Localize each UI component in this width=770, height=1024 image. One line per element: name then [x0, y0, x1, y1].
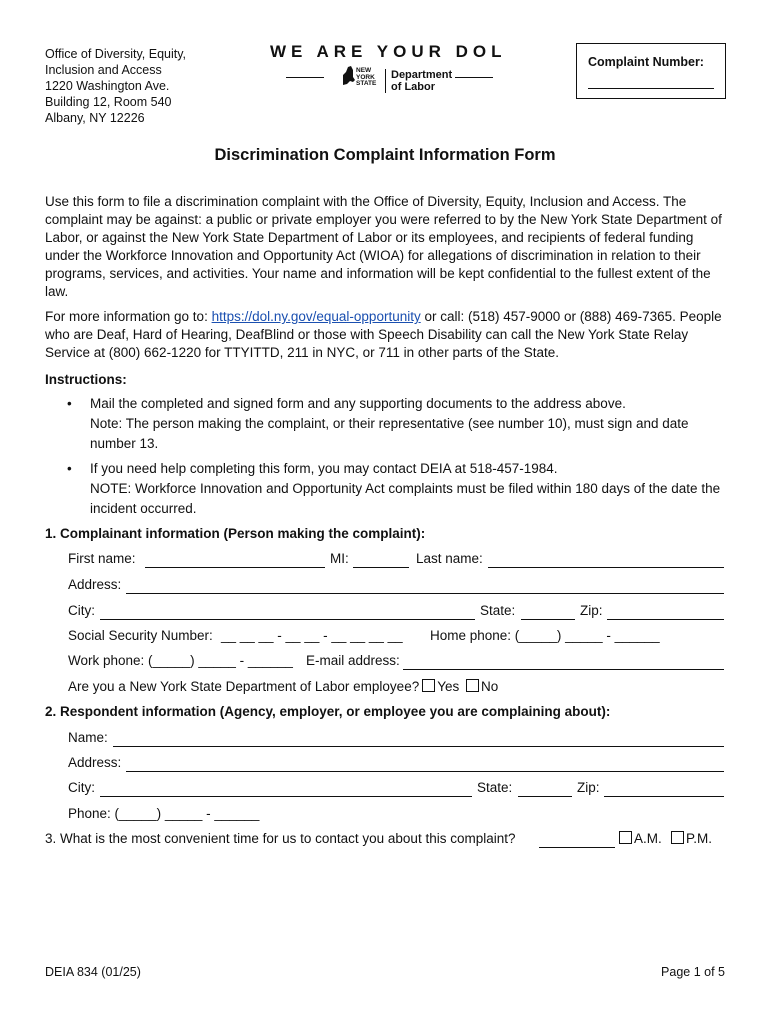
respondent-zip-label: Zip: [577, 780, 600, 795]
instruction-text: Mail the completed and signed form and any supporting documents to the address above. [90, 396, 626, 411]
ssn-label: Social Security Number: [68, 628, 213, 643]
respondent-state-field[interactable] [518, 796, 572, 797]
section-1-heading: 1. Complainant information (Person making the complaint): [45, 526, 426, 541]
more-info-paragraph [45, 308, 727, 362]
page-number: Page 1 of 5 [661, 965, 725, 979]
office-address-line: 1220 Washington Ave. [45, 79, 170, 93]
am-checkbox[interactable] [619, 831, 632, 844]
office-address-line: Building 12, Room 540 [45, 95, 172, 109]
mi-label: MI: [330, 551, 349, 566]
respondent-city-label: City: [68, 780, 95, 795]
zip-field[interactable] [607, 619, 724, 620]
logo-state-word: STATE [356, 80, 377, 87]
ssn-field[interactable]: __ __ __ - __ __ - __ __ __ __ [221, 628, 403, 643]
new-york-state-icon [340, 65, 356, 87]
work-phone-field[interactable]: Work phone: (_____) _____ - ______ [68, 653, 293, 668]
city-field[interactable] [100, 619, 475, 620]
mi-field[interactable] [353, 567, 409, 568]
email-label: E-mail address: [306, 653, 400, 668]
instruction-text: If you need help completing this form, you may contact DEIA at 518-457-1984. [90, 461, 558, 476]
no-label: No [481, 679, 499, 694]
office-address-line: Inclusion and Access [45, 63, 162, 77]
employee-question-text: Are you a New York State Department of Labor employee? [68, 679, 420, 694]
logo-department-line: Department [391, 69, 453, 81]
logo-state-text [356, 68, 376, 88]
respondent-zip-field[interactable] [604, 796, 724, 797]
first-name-label: First name: [68, 551, 136, 566]
email-field[interactable] [403, 669, 724, 670]
intro-paragraph: Use this form to file a discrimination complaint with the Office of Diversity, Equity, Inclusion and Access. The complaint may be against: a public or private employer you were referred to by the New York State Department of Labor, or against the New York State Department of Labor or its employees, and recipients of federal funding under the Workforce Innovation and Opportunity Act (WIOA) for allegations of discrimination in relation to their programs, services, and activities. Your name and information will be kept confidential to the fullest extent of the law. [45, 194, 722, 299]
yes-checkbox[interactable] [422, 679, 435, 692]
instruction-item [90, 459, 730, 519]
address-label: Address: [68, 577, 122, 592]
complaint-number-box [576, 43, 726, 99]
am-option [616, 831, 662, 851]
logo-rule-left [286, 77, 324, 78]
pm-checkbox[interactable] [671, 831, 684, 844]
dol-logo [258, 42, 508, 98]
state-label: State: [480, 603, 516, 618]
employee-question [68, 679, 498, 699]
yes-label: Yes [437, 679, 460, 694]
am-label: A.M. [634, 831, 662, 846]
office-address-line: Albany, NY 12226 [45, 111, 145, 125]
logo-state-word: YORK [356, 73, 375, 81]
bullet-marker: • [67, 461, 72, 476]
logo-department [385, 69, 452, 93]
respondent-address-label: Address: [68, 755, 122, 770]
form-id: DEIA 834 (01/25) [45, 965, 141, 979]
pm-label: P.M. [686, 831, 713, 846]
last-name-field[interactable] [488, 567, 724, 568]
address-field[interactable] [126, 593, 724, 594]
contact-time-field[interactable] [539, 847, 615, 848]
more-info-prefix: For more information go to: [45, 309, 212, 324]
page-title: Discrimination Complaint Information Form [214, 146, 556, 164]
respondent-state-label: State: [477, 780, 513, 795]
logo-state-word: NEW [356, 67, 372, 74]
zip-label: Zip: [580, 603, 603, 618]
section-3-question: 3. What is the most convenient time for us to contact you about this complaint? [45, 831, 516, 846]
respondent-name-label: Name: [68, 730, 108, 745]
logo-tagline: WE ARE YOUR DOL [270, 42, 507, 61]
city-label: City: [68, 603, 95, 618]
instruction-note: Note: The person making the complaint, or their representative (see number 10), must sign and date number 13. [90, 416, 689, 451]
office-address-line: Office of Diversity, Equity, [45, 47, 187, 61]
no-checkbox[interactable] [466, 679, 479, 692]
office-address [45, 46, 186, 126]
respondent-city-field[interactable] [100, 796, 472, 797]
home-phone-field[interactable]: Home phone: (_____) _____ - ______ [430, 628, 660, 643]
equal-opportunity-link[interactable]: https://dol.ny.gov/equal-opportunity [211, 309, 421, 324]
pm-option [668, 831, 712, 851]
first-name-field[interactable] [145, 567, 325, 568]
more-info-suffix: or call: (518) 457-9000 or (888) 469-7365. People who are Deaf, Hard of Hearing, DeafBlind or those with Speech Disability can call the New York State Relay Service at (800) 662-1220 for TTYITTD, 211 in NYC, or 711 in other parts of the State. [45, 309, 722, 360]
instruction-item [90, 394, 730, 454]
state-field[interactable] [521, 619, 575, 620]
respondent-phone-field[interactable]: Phone: (_____) _____ - ______ [68, 806, 260, 821]
respondent-name-field[interactable] [113, 746, 724, 747]
respondent-address-field[interactable] [126, 771, 724, 772]
instruction-note: NOTE: Workforce Innovation and Opportunity Act complaints must be filed within 180 days of the date the incident occurred. [90, 481, 721, 516]
complaint-number-field[interactable] [588, 88, 714, 89]
logo-rule-right [455, 77, 493, 78]
instructions-heading: Instructions: [45, 372, 127, 387]
section-2-heading: 2. Respondent information (Agency, employer, or employee you are complaining about): [45, 704, 611, 719]
logo-department-line: of Labor [391, 81, 435, 93]
complaint-number-label: Complaint Number: [588, 55, 704, 69]
last-name-label: Last name: [416, 551, 483, 566]
bullet-marker: • [67, 396, 72, 411]
